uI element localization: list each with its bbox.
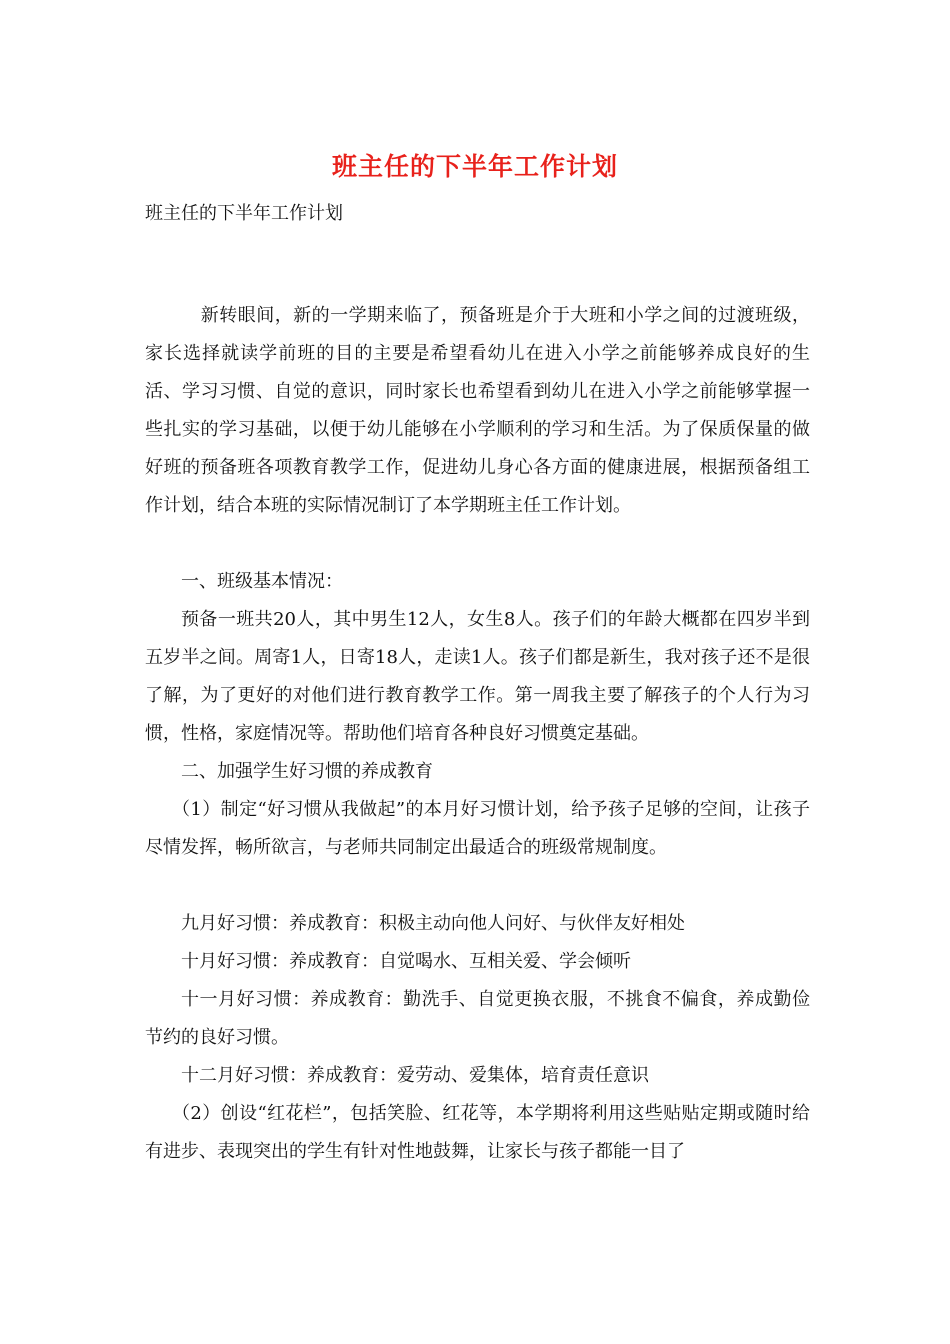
section1-paragraph: 预备一班共20人，其中男生12人，女生8人。孩子们的年龄大概都在四岁半到五岁半之间。周寄1人，日寄18人，走读1人。孩子们都是新生，我对孩子还不是很了解，为了更好的对他们进行教育教学工作。第一周我主要了解孩子的个人行为习惯，性格，家庭情况等。帮助他们培育各种良好习惯奠定基础。: [145, 609, 810, 744]
month-habit-october: 十月好习惯：养成教育：自觉喝水、互相关爱、学会倾听: [181, 951, 631, 972]
intro-paragraph: 新转眼间，新的一学期来临了，预备班是介于大班和小学之间的过渡班级，家长选择就读学前班的目的主要是希望看幼儿在进入小学之前能够养成良好的生活、学习习惯、自觉的意识，同时家长也希望看到幼儿在进入小学之前能够掌握一些扎实的学习基础，以便于幼儿能够在小学顺利的学习和生活。为了保质保量的做好班的预备班各项教育教学工作，促进幼儿身心各方面的健康进展，根据预备组工作计划，结合本班的实际情况制订了本学期班主任工作计划。: [145, 305, 810, 516]
month-habit-november: 十一月好习惯：养成教育：勤洗手、自觉更换衣服，不挑食不偏食，养成勤俭节约的良好习惯。: [145, 989, 810, 1048]
month-habit-september: 九月好习惯：养成教育：积极主动向他人问好、与伙伴友好相处: [181, 913, 685, 934]
item2-paragraph: （2）创设“红花栏”，包括笑脸、红花等，本学期将利用这些贴贴定期或随时给有进步、表现突出的学生有针对性地鼓舞，让家长与孩子都能一目了: [145, 1103, 810, 1162]
document-subtitle: 班主任的下半年工作计划: [145, 203, 343, 224]
document-body: [145, 297, 810, 1171]
document-title: 班主任的下半年工作计划: [331, 152, 618, 181]
month-habit-december: 十二月好习惯：养成教育：爱劳动、爱集体，培育责任意识: [181, 1065, 649, 1086]
section2-heading: 二、加强学生好习惯的养成教育: [181, 761, 433, 782]
section1-heading: 一、班级基本情况：: [181, 571, 343, 592]
paragraph-gap: [145, 525, 810, 563]
item1-paragraph: （1）制定“好习惯从我做起”的本月好习惯计划，给予孩子足够的空间，让孩子尽情发挥，畅所欲言，与老师共同制定出最适合的班级常规制度。: [145, 799, 810, 858]
paragraph-gap: [145, 867, 810, 905]
